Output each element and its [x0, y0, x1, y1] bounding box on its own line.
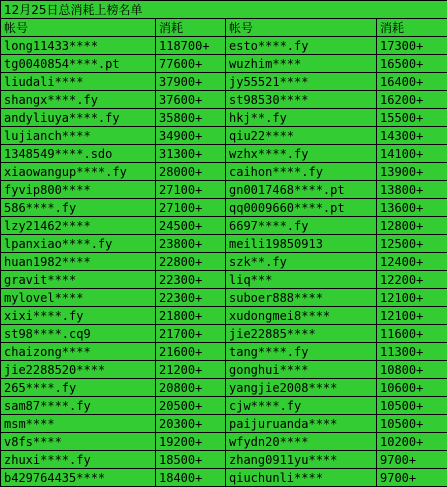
cell-account-left: xixi****.fy	[1, 307, 156, 325]
cell-account-left: shangx****.fy	[1, 91, 156, 109]
cell-account-left: chaizong****	[1, 343, 156, 361]
cell-consumption-right: 10500+	[377, 415, 447, 433]
cell-account-left: lujianch****	[1, 127, 156, 145]
cell-consumption-left: 27100+	[156, 181, 226, 199]
cell-consumption-left: 18400+	[156, 469, 226, 487]
table-row	[1, 361, 447, 379]
cell-account-left: long11433****	[1, 37, 156, 55]
cell-consumption-right: 9700+	[377, 451, 447, 469]
table-row	[1, 397, 447, 415]
cell-account-left: liudali****	[1, 73, 156, 91]
table-row	[1, 307, 447, 325]
cell-account-right: qiuchunli****	[226, 469, 377, 487]
title-row	[1, 1, 447, 19]
cell-account-left: huan1982****	[1, 253, 156, 271]
table-row	[1, 451, 447, 469]
cell-consumption-right: 14300+	[377, 127, 447, 145]
table-row	[1, 181, 447, 199]
cell-account-left: 1348549****.sdo	[1, 145, 156, 163]
cell-account-right: tang****.fy	[226, 343, 377, 361]
cell-consumption-right: 17300+	[377, 37, 447, 55]
cell-consumption-left: 37600+	[156, 91, 226, 109]
cell-account-left: 265****.fy	[1, 379, 156, 397]
cell-account-left: mylovel****	[1, 289, 156, 307]
cell-consumption-left: 35800+	[156, 109, 226, 127]
cell-consumption-left: 21800+	[156, 307, 226, 325]
table-row	[1, 55, 447, 73]
table-row	[1, 127, 447, 145]
cell-consumption-left: 27100+	[156, 199, 226, 217]
cell-account-left: sam87****.fy	[1, 397, 156, 415]
cell-consumption-right: 10600+	[377, 379, 447, 397]
table-row	[1, 343, 447, 361]
cell-account-right: meili19850913	[226, 235, 377, 253]
cell-consumption-right: 15500+	[377, 109, 447, 127]
cell-consumption-left: 19200+	[156, 433, 226, 451]
cell-consumption-left: 18500+	[156, 451, 226, 469]
cell-account-right: gonghui****	[226, 361, 377, 379]
cell-consumption-right: 13900+	[377, 163, 447, 181]
cell-account-right: zhang0911yu****	[226, 451, 377, 469]
table-row	[1, 253, 447, 271]
cell-account-right: wzhx****.fy	[226, 145, 377, 163]
table-row	[1, 37, 447, 55]
header-account-right: 帐号	[226, 19, 377, 37]
cell-consumption-right: 14100+	[377, 145, 447, 163]
cell-account-left: tg0040854****.pt	[1, 55, 156, 73]
header-account-left: 帐号	[1, 19, 156, 37]
cell-consumption-left: 21200+	[156, 361, 226, 379]
cell-account-left: v8fs****	[1, 433, 156, 451]
cell-consumption-left: 22300+	[156, 289, 226, 307]
cell-account-right: wfydn20****	[226, 433, 377, 451]
cell-account-right: hkj**.fy	[226, 109, 377, 127]
cell-account-right: suboer888****	[226, 289, 377, 307]
cell-account-left: zhuxi****.fy	[1, 451, 156, 469]
cell-account-right: qiu22****	[226, 127, 377, 145]
table-row	[1, 217, 447, 235]
table-row	[1, 415, 447, 433]
cell-consumption-right: 10800+	[377, 361, 447, 379]
cell-consumption-right: 12400+	[377, 253, 447, 271]
cell-account-left: b429764435****	[1, 469, 156, 487]
cell-consumption-left: 118700+	[156, 37, 226, 55]
header-consumption-right: 消耗	[377, 19, 447, 37]
cell-consumption-right: 12800+	[377, 217, 447, 235]
cell-consumption-left: 24500+	[156, 217, 226, 235]
cell-consumption-right: 16200+	[377, 91, 447, 109]
cell-account-left: msm****	[1, 415, 156, 433]
cell-account-right: caihon****.fy	[226, 163, 377, 181]
cell-consumption-right: 13800+	[377, 181, 447, 199]
cell-account-right: paijuruanda****	[226, 415, 377, 433]
cell-account-right: szk**.fy	[226, 253, 377, 271]
table-row	[1, 235, 447, 253]
header-consumption-left: 消耗	[156, 19, 226, 37]
cell-consumption-right: 10200+	[377, 433, 447, 451]
table-title: 12月25日总消耗上榜名单	[1, 1, 447, 19]
cell-consumption-left: 22300+	[156, 271, 226, 289]
cell-account-left: xiaowangup****.fy	[1, 163, 156, 181]
cell-account-left: st98****.cq9	[1, 325, 156, 343]
table-row	[1, 379, 447, 397]
cell-account-left: andyliuya****.fy	[1, 109, 156, 127]
cell-consumption-right: 12100+	[377, 289, 447, 307]
cell-account-right: liq***	[226, 271, 377, 289]
cell-consumption-right: 12500+	[377, 235, 447, 253]
cell-account-right: jy55521****	[226, 73, 377, 91]
cell-account-left: lzy21462****	[1, 217, 156, 235]
cell-consumption-left: 37900+	[156, 73, 226, 91]
cell-consumption-left: 34900+	[156, 127, 226, 145]
cell-consumption-left: 22800+	[156, 253, 226, 271]
cell-consumption-right: 16500+	[377, 55, 447, 73]
table-row	[1, 271, 447, 289]
cell-account-right: cjw****.fy	[226, 397, 377, 415]
cell-consumption-left: 23800+	[156, 235, 226, 253]
table-row	[1, 469, 447, 487]
cell-account-right: yangjie2008****	[226, 379, 377, 397]
table-row	[1, 325, 447, 343]
cell-consumption-right: 9700+	[377, 469, 447, 487]
cell-account-left: jie2288520****	[1, 361, 156, 379]
cell-consumption-left: 20500+	[156, 397, 226, 415]
cell-account-right: qq0009660****.pt	[226, 199, 377, 217]
cell-consumption-right: 12100+	[377, 307, 447, 325]
cell-consumption-right: 12200+	[377, 271, 447, 289]
cell-consumption-right: 10500+	[377, 397, 447, 415]
cell-account-left: fyvip800****	[1, 181, 156, 199]
cell-account-left: 586****.fy	[1, 199, 156, 217]
cell-account-left: lpanxiao****.fy	[1, 235, 156, 253]
table-row	[1, 145, 447, 163]
cell-account-right: st98530****	[226, 91, 377, 109]
cell-consumption-left: 20800+	[156, 379, 226, 397]
cell-consumption-right: 16400+	[377, 73, 447, 91]
cell-consumption-left: 77600+	[156, 55, 226, 73]
cell-account-right: 6697****.fy	[226, 217, 377, 235]
table-row	[1, 289, 447, 307]
cell-account-right: gn0017468****.pt	[226, 181, 377, 199]
cell-consumption-right: 11300+	[377, 343, 447, 361]
cell-consumption-right: 13600+	[377, 199, 447, 217]
cell-account-right: xudongmei8****	[226, 307, 377, 325]
table-row	[1, 163, 447, 181]
cell-consumption-left: 20300+	[156, 415, 226, 433]
table-row	[1, 73, 447, 91]
table-row	[1, 91, 447, 109]
cell-consumption-left: 31300+	[156, 145, 226, 163]
cell-consumption-left: 21600+	[156, 343, 226, 361]
header-row	[1, 19, 447, 37]
cell-consumption-left: 28000+	[156, 163, 226, 181]
cell-account-right: wuzhim****	[226, 55, 377, 73]
table-body	[1, 37, 447, 487]
table-row	[1, 433, 447, 451]
cell-consumption-left: 21700+	[156, 325, 226, 343]
table-row	[1, 109, 447, 127]
cell-account-left: gravit****	[1, 271, 156, 289]
cell-consumption-right: 11600+	[377, 325, 447, 343]
table-row	[1, 199, 447, 217]
cell-account-right: esto****.fy	[226, 37, 377, 55]
cell-account-right: jie22885****	[226, 325, 377, 343]
